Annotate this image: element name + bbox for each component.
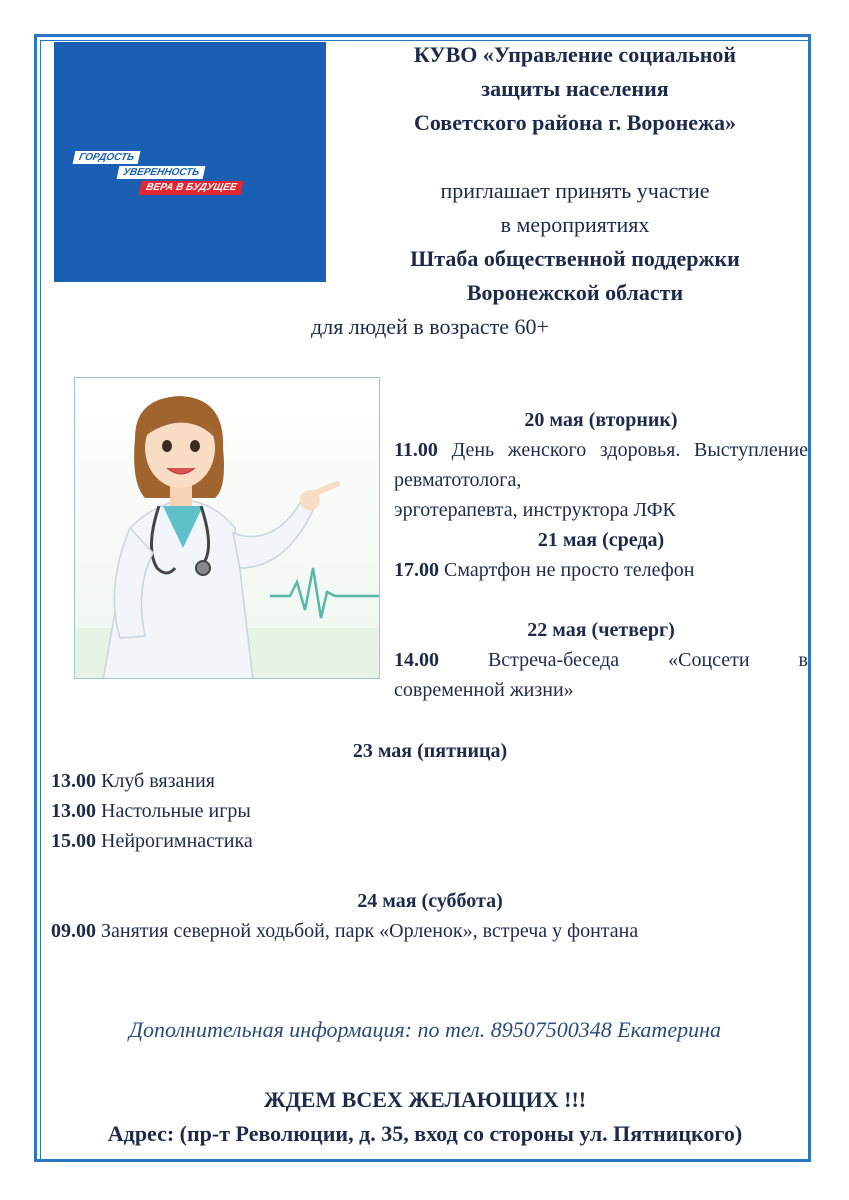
day-4-list	[51, 766, 751, 856]
day-4-item	[51, 826, 751, 856]
day-2-time: 17.00	[394, 559, 439, 581]
day-4-item	[51, 766, 751, 796]
day-3-text-a: Встреча-беседа «Соцсети в	[487, 649, 808, 671]
day-4-item-3-text: Нейрогимнастика	[101, 830, 253, 852]
day-3-time: 14.00	[394, 649, 439, 671]
day-3-date: 22 мая (четверг)	[527, 619, 675, 641]
day-5-date: 24 мая (суббота)	[357, 890, 503, 912]
day-3-text-b: современной жизни»	[394, 679, 574, 701]
day-1-date: 20 мая (вторник)	[524, 409, 678, 431]
day-1-text-a: День женского здоровья. Выступление ревматотолога,	[394, 439, 808, 491]
audience-line: для людей в возрасте 60+	[311, 314, 549, 339]
invite-line-1: приглашает принять участие	[440, 178, 710, 203]
contact-info: Дополнительная информация: по тел. 89507500348 Екатерина	[129, 1017, 721, 1042]
day-2-date: 21 мая (среда)	[537, 529, 665, 551]
day-1-time: 11.00	[394, 439, 438, 461]
org-name-line-3: Советского района г. Воронежа»	[413, 110, 737, 135]
day-3-event	[394, 645, 808, 705]
day-1-event	[394, 435, 808, 525]
logo-line-1: ГОРДОСТЬ	[73, 151, 141, 164]
day-4-item-1-time: 13.00	[51, 770, 96, 792]
hq-line-2: Воронежской области	[466, 280, 684, 305]
logo-line-2: УВЕРЕННОСТЬ	[117, 166, 206, 179]
logo-line-3: ВЕРА В БУДУЩЕЕ	[139, 181, 244, 195]
day-5-event	[51, 916, 801, 946]
campaign-logo	[54, 42, 326, 282]
org-name-line-1: КУВО «Управление социальной	[413, 42, 737, 67]
day-5-text: Занятия северной ходьбой, парк «Орленок», встреча у фонтана	[101, 920, 639, 942]
day-4-item-1-text: Клуб вязания	[101, 770, 215, 792]
day-5-time: 09.00	[51, 920, 96, 942]
day-2-event	[394, 555, 808, 585]
hq-line-1: Штаба общественной поддержки	[410, 246, 740, 271]
call-to-action: ЖДЕМ ВСЕХ ЖЕЛАЮЩИХ !!!	[263, 1087, 587, 1112]
day-4-item-3-time: 15.00	[51, 830, 96, 852]
day-2-text: Смартфон не просто телефон	[444, 559, 695, 581]
day-1-text-b: эрготерапевта, инструктора ЛФК	[394, 499, 676, 521]
org-name-line-2: защиты населения	[481, 76, 669, 101]
doctor-illustration	[74, 377, 380, 679]
address-line: Адрес: (пр-т Революции, д. 35, вход со стороны ул. Пятницкого)	[107, 1121, 743, 1146]
day-4-item	[51, 796, 751, 826]
day-4-item-2-text: Настольные игры	[101, 800, 251, 822]
day-4-item-2-time: 13.00	[51, 800, 96, 822]
invite-line-2: в мероприятиях	[500, 212, 650, 237]
day-4-date: 23 мая (пятница)	[352, 740, 508, 762]
